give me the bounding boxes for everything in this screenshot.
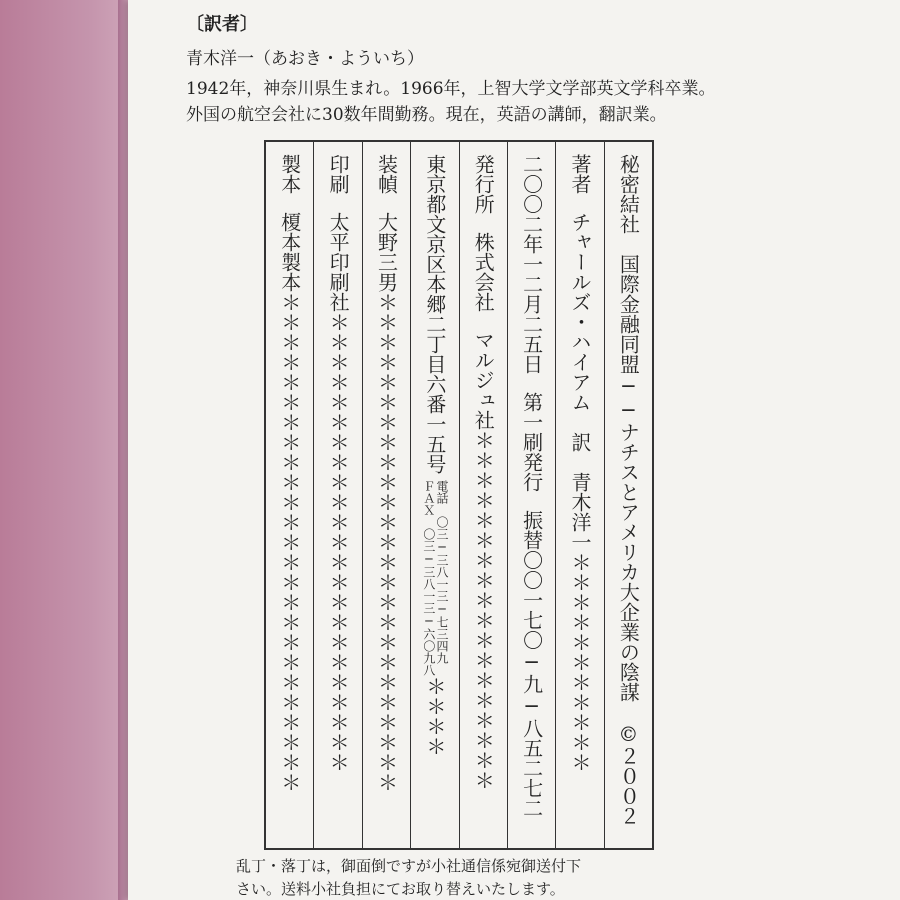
translator-heading: 〔訳者〕 — [186, 14, 258, 35]
fax-label: ＦＡＸ — [421, 480, 436, 516]
book-title: 秘密結社 国際金融同盟──ナチスとアメリカ大企業の陰謀 ©２００２ — [616, 154, 641, 826]
colophon-date-column — [507, 142, 555, 848]
publisher-address: 東京都文京区本郷二丁目六番一五号 — [422, 154, 447, 474]
translator-name: 青木洋一（あおき・よういち） — [186, 49, 424, 69]
edition: 第一刷発行 — [519, 392, 544, 492]
design-label: 装幀 — [374, 154, 399, 194]
author-label: 著者 — [567, 154, 592, 194]
colophon-binding-column — [266, 142, 313, 848]
binder: 榎本製本＊＊＊＊＊＊＊＊＊＊＊＊＊＊＊＊＊＊＊＊＊＊＊＊＊ — [277, 212, 302, 792]
translator-bio-line-1: 1942年，神奈川県生まれ。1966年，上智大学文学部英文学科卒業。 — [186, 79, 716, 99]
designer: 大野三男＊＊＊＊＊＊＊＊＊＊＊＊＊＊＊＊＊＊＊＊＊＊＊＊＊ — [374, 212, 399, 792]
tel-number: 〇三─三八一三─七三四九 — [435, 516, 449, 664]
publisher-label: 発行所 — [471, 154, 496, 214]
address-stars: ＊＊＊＊ — [422, 676, 447, 756]
replacement-note-line-1: 乱丁・落丁は，御面倒ですが小社通信係宛御送付下 — [236, 857, 582, 875]
colophon-title-column — [604, 142, 652, 848]
colophon-publisher-column — [459, 142, 507, 848]
binding-label: 製本 — [277, 154, 302, 194]
printer: 太平印刷社＊＊＊＊＊＊＊＊＊＊＊＊＊＊＊＊＊＊＊＊＊＊＊ — [326, 212, 351, 772]
author-translator: チャールズ・ハイアム 訳 青木洋一＊＊＊＊＊＊＊＊＊＊＊ — [567, 212, 592, 772]
phone-fax-block — [422, 480, 448, 676]
print-label: 印刷 — [326, 154, 351, 194]
colophon-author-column — [555, 142, 603, 848]
colophon-box — [264, 140, 654, 850]
fax-number: 〇三─三八一三─六〇九八 — [421, 528, 436, 676]
publication-date: 二〇〇二年一二月二五日 — [519, 154, 544, 374]
publisher-name: マルジュ社＊＊＊＊＊＊＊＊＊＊＊＊＊＊＊＊＊＊ — [471, 330, 496, 790]
colophon-address-column — [410, 142, 458, 848]
publisher-company: 株式会社 — [471, 232, 496, 312]
translator-bio-line-2: 外国の航空会社に30数年間勤務。現在，英語の講師，翻訳業。 — [186, 105, 667, 125]
background-pink-surface — [0, 0, 130, 900]
replacement-note-line-2: さい。送料小社負担にてお取り替えいたします。 — [236, 880, 565, 898]
tel-label: 電話 — [435, 480, 449, 504]
colophon-design-column — [362, 142, 410, 848]
transfer-account: 振替〇〇一七〇─九─八五二七二 — [519, 510, 544, 818]
colophon-print-column — [313, 142, 361, 848]
